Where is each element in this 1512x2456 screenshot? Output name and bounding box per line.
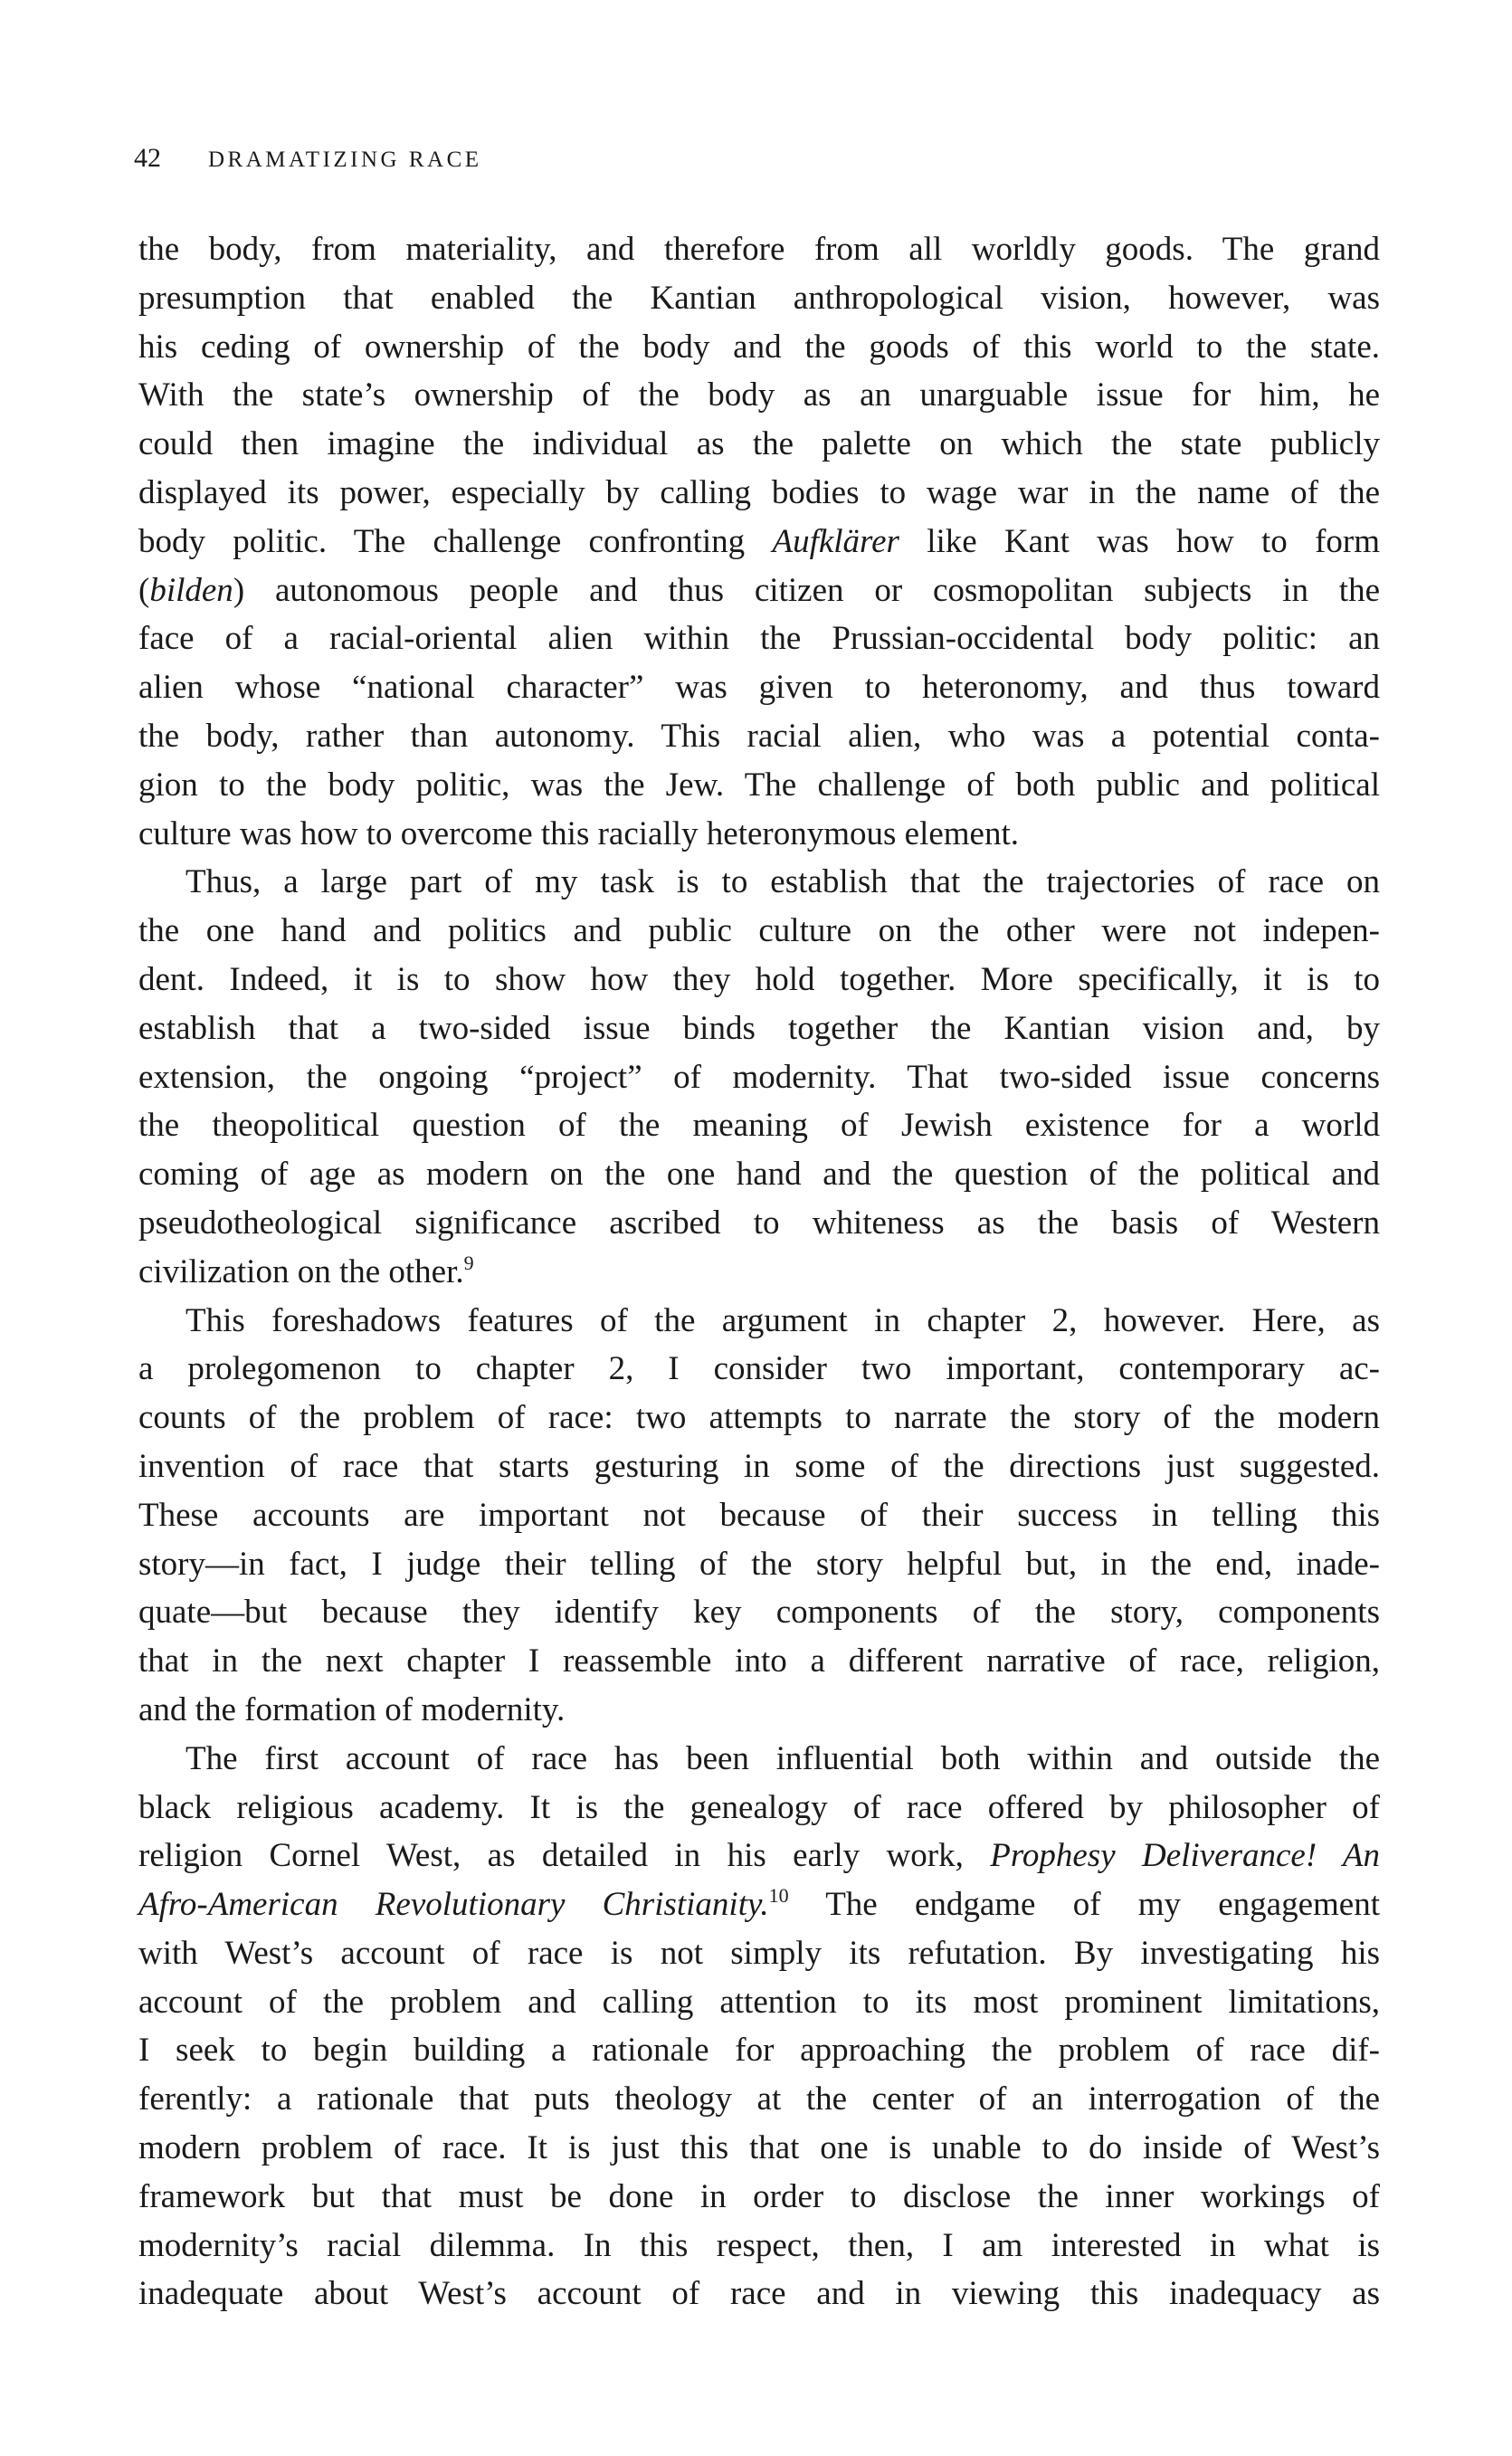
text-line: [138, 858, 1380, 907]
text-run: The endgame of my engagement: [788, 1886, 1380, 1924]
text-line: [138, 1832, 1380, 1880]
text-run: Thus, a large part of my task is to establish that the trajectories of race on: [185, 863, 1380, 901]
text-line: [138, 1394, 1380, 1442]
text-run: his ceding of ownership of the body and the goods of this world to the state.: [138, 328, 1380, 366]
running-head: [134, 143, 482, 174]
text-line: [138, 274, 1380, 323]
text-line: [138, 225, 1380, 274]
text-line: [138, 810, 1380, 859]
text-line: [138, 1345, 1380, 1394]
paragraph: [138, 858, 1380, 1296]
text-run: culture was how to overcome this racially heteronymous element.: [138, 814, 1020, 852]
paragraph: [138, 1297, 1380, 1735]
text-line: [138, 420, 1380, 469]
page-number: 42: [134, 143, 161, 173]
text-run: framework but that must be done in order to disclose the inner workings of: [138, 2177, 1380, 2215]
text-line: [138, 2124, 1380, 2173]
text-line: [138, 518, 1380, 566]
text-line: [138, 1588, 1380, 1637]
text-run: coming of age as modern on the one hand and the question of the political and: [138, 1156, 1380, 1194]
text-run: that in the next chapter I reassemble into a different narrative of race, religion,: [138, 1642, 1380, 1680]
text-line: [138, 1150, 1380, 1199]
text-line: [138, 2270, 1380, 2318]
text-line: [138, 2075, 1380, 2124]
text-run: ferently: a rationale that puts theology at the center of an interrogation of the: [138, 2080, 1380, 2118]
text-run: ) autonomous people and thus citizen or cosmopolitan subjects in the: [233, 571, 1380, 609]
text-run: These accounts are important not because of their success in telling this: [138, 1496, 1380, 1534]
text-line: [138, 1978, 1380, 2027]
text-run: This foreshadows features of the argument in chapter 2, however. Here, as: [185, 1301, 1380, 1339]
text-run: the one hand and politics and public culture on the other were not indepen-: [138, 912, 1380, 950]
text-line: [138, 371, 1380, 420]
paragraph: [138, 1735, 1380, 2319]
text-run: quate—but because they identify key components of the story, components: [138, 1594, 1380, 1632]
footnote-reference: 9: [463, 1251, 474, 1274]
text-line: [138, 323, 1380, 372]
text-line: [138, 1880, 1380, 1929]
text-run: With the state’s ownership of the body as an unarguable issue for him, he: [138, 376, 1380, 414]
text-line: [138, 566, 1380, 615]
text-run: and the formation of modernity.: [138, 1690, 566, 1728]
text-line: [138, 1248, 1380, 1297]
text-line: [138, 1442, 1380, 1491]
text-run: the body, from materiality, and therefore from all worldly goods. The grand: [138, 231, 1380, 268]
text-run: displayed its power, especially by calling bodies to wage war in the name of the: [138, 473, 1380, 511]
text-run: face of a racial-oriental alien within the Prussian-occidental body politic: an: [138, 620, 1380, 658]
paragraph: [138, 225, 1380, 858]
text-run: dent. Indeed, it is to show how they hold together. More specifically, it is to: [138, 960, 1380, 998]
text-line: [138, 1053, 1380, 1102]
text-line: [138, 1491, 1380, 1540]
text-run: pseudotheological significance ascribed to whiteness as the basis of Western: [138, 1204, 1380, 1242]
text-run: extension, the ongoing “project” of modernity. That two-sided issue concerns: [138, 1058, 1380, 1096]
text-line: [138, 614, 1380, 663]
footnote-reference: 10: [768, 1884, 789, 1908]
text-run: alien whose “national character” was given to heteronomy, and thus toward: [138, 669, 1380, 707]
text-run: the body, rather than autonomy. This racial alien, who was a potential conta-: [138, 717, 1380, 755]
text-run: modernity’s racial dilemma. In this respect, then, I am interested in what is: [138, 2226, 1380, 2264]
text-line: [138, 2222, 1380, 2270]
text-run: religion Cornel West, as detailed in his early work,: [138, 1837, 991, 1875]
text-run: a prolegomenon to chapter 2, I consider two important, contemporary ac-: [138, 1350, 1380, 1388]
text-line: [138, 1540, 1380, 1589]
text-line: [138, 2173, 1380, 2222]
text-run: I seek to begin building a rationale for approaching the problem of race dif-: [138, 2032, 1380, 2070]
text-run: account of the problem and calling attention to its most prominent limitations,: [138, 1983, 1380, 2021]
text-line: [138, 1101, 1380, 1150]
italic-text: Prophesy Deliverance! An: [990, 1837, 1380, 1875]
text-run: (: [138, 571, 150, 609]
text-run: modern problem of race. It is just this that one is unable to do inside of West’s: [138, 2129, 1380, 2167]
italic-text: Aufklärer: [772, 522, 899, 560]
text-line: [138, 1637, 1380, 1686]
running-title: DRAMATIZING RACE: [208, 148, 482, 172]
text-line: [138, 1784, 1380, 1832]
text-run: counts of the problem of race: two attempts to narrate the story of the modern: [138, 1399, 1380, 1437]
body-text: [138, 225, 1380, 2318]
text-run: black religious academy. It is the genealogy of race offered by philosopher of: [138, 1788, 1380, 1826]
italic-text: bilden: [149, 571, 233, 609]
text-run: could then imagine the individual as the palette on which the state publicly: [138, 425, 1380, 463]
text-line: [138, 1735, 1380, 1784]
text-run: the theopolitical question of the meaning of Jewish existence for a world: [138, 1107, 1380, 1145]
text-line: [138, 1004, 1380, 1053]
text-run: gion to the body politic, was the Jew. The challenge of both public and political: [138, 766, 1380, 804]
text-run: presumption that enabled the Kantian anthropological vision, however, was: [138, 279, 1380, 317]
text-line: [138, 469, 1380, 518]
text-run: establish that a two-sided issue binds together the Kantian vision and, by: [138, 1009, 1380, 1047]
text-run: inadequate about West’s account of race and in viewing this inadequacy as: [138, 2275, 1380, 2313]
italic-text: Afro-American Revolutionary Christianity.: [138, 1886, 769, 1924]
text-line: [138, 2026, 1380, 2075]
text-run: body politic. The challenge confronting: [138, 522, 773, 560]
text-run: story—in fact, I judge their telling of the story helpful but, in the end, inade-: [138, 1545, 1380, 1583]
text-line: [138, 1686, 1380, 1735]
text-line: [138, 761, 1380, 810]
text-run: The first account of race has been influential both within and outside the: [185, 1739, 1380, 1777]
text-run: civilization on the other.: [138, 1252, 464, 1290]
text-line: [138, 1297, 1380, 1346]
text-run: invention of race that starts gesturing in some of the directions just suggested.: [138, 1447, 1380, 1485]
text-line: [138, 1199, 1380, 1248]
text-line: [138, 956, 1380, 1004]
text-line: [138, 1929, 1380, 1978]
text-line: [138, 907, 1380, 956]
text-run: with West’s account of race is not simply its refutation. By investigating his: [138, 1934, 1380, 1972]
text-run: like Kant was how to form: [899, 522, 1380, 560]
text-line: [138, 712, 1380, 761]
text-line: [138, 663, 1380, 712]
